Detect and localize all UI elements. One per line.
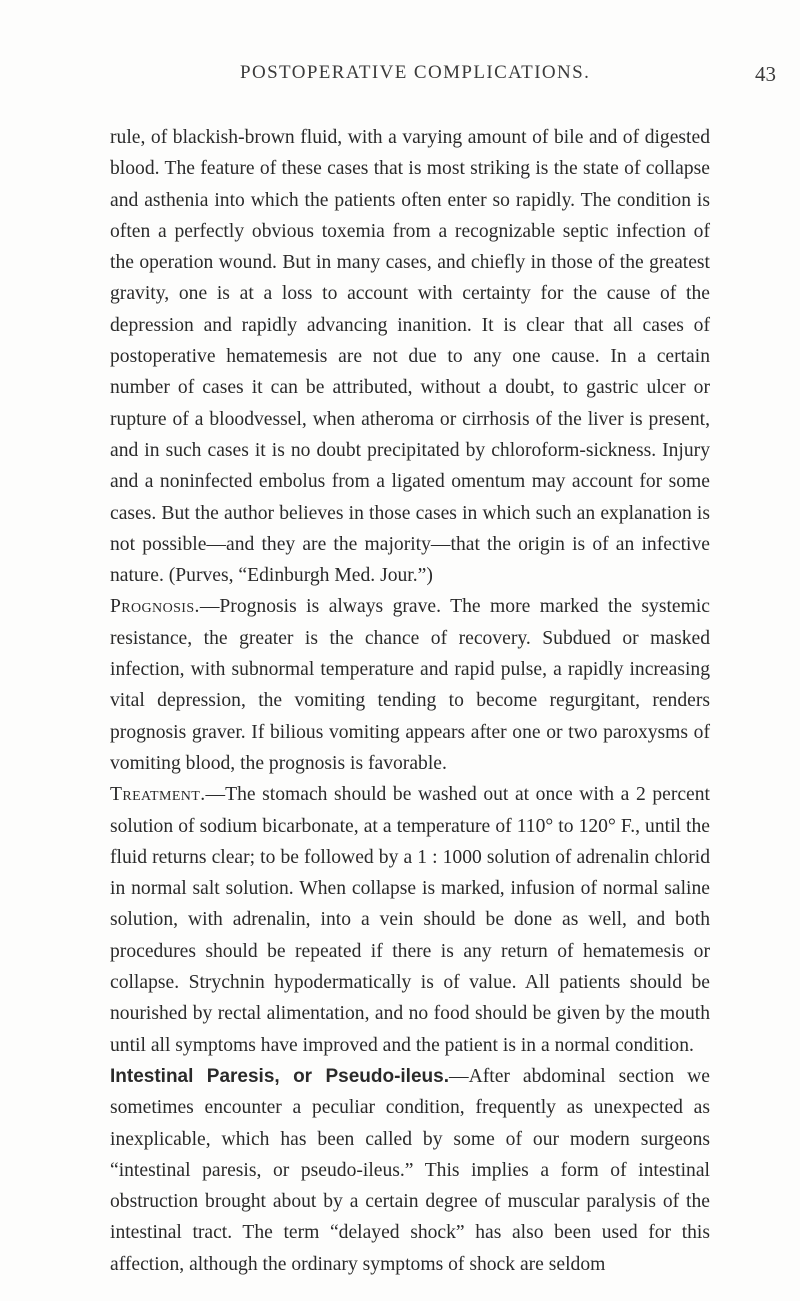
paragraph-prognosis	[110, 591, 710, 779]
paragraph-collapse-causes	[110, 122, 710, 591]
page-number: 43	[755, 62, 776, 86]
paragraph-treatment	[110, 779, 710, 1061]
section-heading-intestinal-paresis: Intestinal Paresis, or Pseudo-ileus.	[110, 1065, 449, 1087]
paragraph-text: —Prognosis is always grave. The more marked the systemic resistance, the greater is the chance of recovery. Subdued or masked infection, with subnormal temperature and rapid pulse, a rapidly increasing vital depression, the vomiting tending to become regurgitant, renders prognosis graver. If bilious vomiting appears after one or two paroxysms of vomiting blood, the prognosis is favorable.	[110, 596, 710, 774]
paragraph-text: —The stomach should be washed out at once with a 2 percent solution of sodium bicarbonate, at a temperature of 110° to 120° F., until the fluid returns clear; to be followed by a 1 : 1000 solution of adrenalin chlorid in normal salt solution. When collapse is marked, infusion of normal saline solution, with adrenalin, into a vein should be done as well, and both procedures should be repeated if there is any return of hematemesis or collapse. Strychnin hypodermatically is of value. All patients should be nourished by rectal alimentation, and no food should be given by the mouth until all symptoms have improved and the patient is in a normal condition.	[110, 784, 710, 1056]
running-head	[110, 62, 800, 92]
section-heading-prognosis: Prognosis.	[110, 596, 200, 618]
running-title: POSTOPERATIVE COMPLICATIONS.	[240, 62, 591, 83]
section-heading-treatment: Treatment.	[110, 784, 206, 806]
paragraph-text: —After abdominal section we sometimes encounter a peculiar condition, frequently as unexpected as inexplicable, which has been called by some of our modern surgeons “intestinal paresis, or pseudo-ileus.” This implies a form of intestinal obstruction brought about by a certain degree of muscular paralysis of the intestinal tract. The term “delayed shock” has also been used for this affection, although the ordinary symptoms of shock are seldom	[110, 1065, 710, 1275]
body-text	[110, 122, 710, 1280]
paragraph-text: rule, of blackish-brown fluid, with a varying amount of bile and of digested blood. The feature of these cases that is most striking is the state of collapse and asthenia into which the patients often enter so rapidly. The condition is often a perfectly obvious toxemia from a recognizable septic infection of the operation wound. But in many cases, and chiefly in those of the greatest gravity, one is at a loss to account with certainty for the cause of the depression and rapidly advancing inanition. It is clear that all cases of postoperative hematemesis are not due to any one cause. In a certain number of cases it can be attributed, without a doubt, to gastric ulcer or rupture of a bloodvessel, when atheroma or cirrhosis of the liver is present, and in such cases it is no doubt precipitated by chloroform-sickness. Injury and a noninfected embolus from a ligated omentum may account for some cases. But the author believes in those cases in which such an explanation is not possible—and they are the majority—that the origin is of an infective nature. (Purves, “Edinburgh Med. Jour.”)	[110, 127, 710, 587]
paragraph-intestinal-paresis	[110, 1061, 710, 1280]
